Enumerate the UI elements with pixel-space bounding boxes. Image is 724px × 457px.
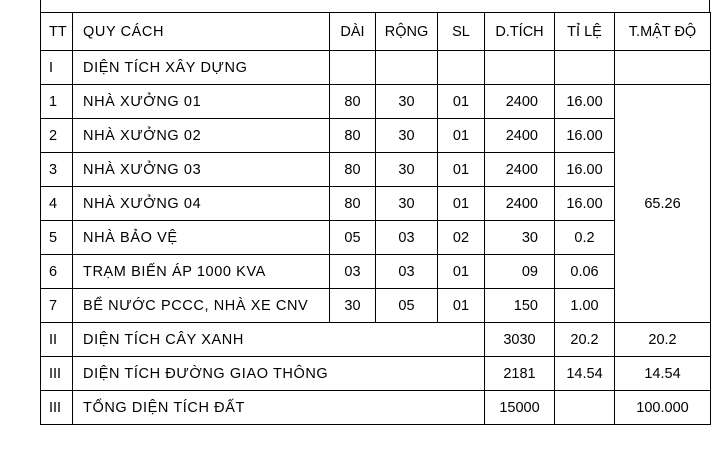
row-dtich: 150 (485, 289, 555, 323)
row-dai: 80 (330, 119, 376, 153)
section-matdo: 20.2 (615, 323, 711, 357)
row-dtich: 2400 (485, 119, 555, 153)
section-row-greenery (41, 323, 711, 357)
row-sl: 01 (438, 289, 485, 323)
header-name: QUY CÁCH (73, 13, 330, 51)
construction-density: 65.26 (615, 85, 711, 323)
row-name: BỂ NƯỚC PCCC, NHÀ XE CNV (73, 289, 330, 323)
row-name: NHÀ XƯỞNG 01 (73, 85, 330, 119)
row-rong: 30 (376, 187, 438, 221)
land-use-table (40, 12, 711, 425)
row-tt: 7 (41, 289, 73, 323)
header-rong: RỘNG (376, 13, 438, 51)
table-row (41, 255, 711, 289)
table-row (41, 153, 711, 187)
row-rong: 03 (376, 221, 438, 255)
header-matdo: T.MẬT ĐỘ (615, 13, 711, 51)
row-dai: 80 (330, 85, 376, 119)
row-rong: 30 (376, 119, 438, 153)
header-sl: SL (438, 13, 485, 51)
total-name: TỔNG DIỆN TÍCH ĐẤT (73, 391, 485, 425)
row-tt: 2 (41, 119, 73, 153)
row-rong: 03 (376, 255, 438, 289)
section-name: DIỆN TÍCH CÂY XANH (73, 323, 485, 357)
row-sl: 01 (438, 119, 485, 153)
section-matdo: 14.54 (615, 357, 711, 391)
row-tile: 16.00 (555, 85, 615, 119)
header-tt: TT (41, 13, 73, 51)
row-name: NHÀ XƯỞNG 04 (73, 187, 330, 221)
table-row (41, 221, 711, 255)
row-sl: 01 (438, 187, 485, 221)
row-tt: 3 (41, 153, 73, 187)
row-tile: 0.2 (555, 221, 615, 255)
section-tile: 20.2 (555, 323, 615, 357)
row-sl: 01 (438, 85, 485, 119)
row-dtich: 2400 (485, 187, 555, 221)
table-row (41, 289, 711, 323)
row-dtich: 09 (485, 255, 555, 289)
header-dtich: D.TÍCH (485, 13, 555, 51)
section-name: DIỆN TÍCH XÂY DỰNG (73, 51, 330, 85)
section-name: DIỆN TÍCH ĐƯỜNG GIAO THÔNG (73, 357, 485, 391)
row-name: NHÀ XƯỞNG 02 (73, 119, 330, 153)
section-tt: III (41, 357, 73, 391)
row-name: TRẠM BIẾN ÁP 1000 KVA (73, 255, 330, 289)
row-sl: 01 (438, 255, 485, 289)
section-dtich: 2181 (485, 357, 555, 391)
row-sl: 01 (438, 153, 485, 187)
total-row (41, 391, 711, 425)
row-rong: 05 (376, 289, 438, 323)
section-dtich: 3030 (485, 323, 555, 357)
table-row (41, 187, 711, 221)
row-rong: 30 (376, 85, 438, 119)
row-name: NHÀ XƯỞNG 03 (73, 153, 330, 187)
row-name: NHÀ BẢO VỆ (73, 221, 330, 255)
row-dtich: 2400 (485, 153, 555, 187)
section-tt: I (41, 51, 73, 85)
total-tt: III (41, 391, 73, 425)
row-dai: 03 (330, 255, 376, 289)
table-header-row (41, 13, 711, 51)
row-tile: 16.00 (555, 187, 615, 221)
row-tile: 16.00 (555, 153, 615, 187)
row-tt: 5 (41, 221, 73, 255)
row-tt: 6 (41, 255, 73, 289)
header-tile: TỈ LỆ (555, 13, 615, 51)
row-tile: 16.00 (555, 119, 615, 153)
total-matdo: 100.000 (615, 391, 711, 425)
row-tile: 0.06 (555, 255, 615, 289)
row-dai: 05 (330, 221, 376, 255)
row-dtich: 2400 (485, 85, 555, 119)
row-dtich: 30 (485, 221, 555, 255)
row-dai: 30 (330, 289, 376, 323)
section-tile: 14.54 (555, 357, 615, 391)
row-tile: 1.00 (555, 289, 615, 323)
section-tt: II (41, 323, 73, 357)
total-dtich: 15000 (485, 391, 555, 425)
header-dai: DÀI (330, 13, 376, 51)
section-row-roads (41, 357, 711, 391)
row-sl: 02 (438, 221, 485, 255)
table-row (41, 119, 711, 153)
row-tt: 1 (41, 85, 73, 119)
row-rong: 30 (376, 153, 438, 187)
table-row (41, 85, 711, 119)
table-frame-top (40, 0, 710, 12)
section-row-construction (41, 51, 711, 85)
row-tt: 4 (41, 187, 73, 221)
row-dai: 80 (330, 153, 376, 187)
row-dai: 80 (330, 187, 376, 221)
total-tile (555, 391, 615, 425)
